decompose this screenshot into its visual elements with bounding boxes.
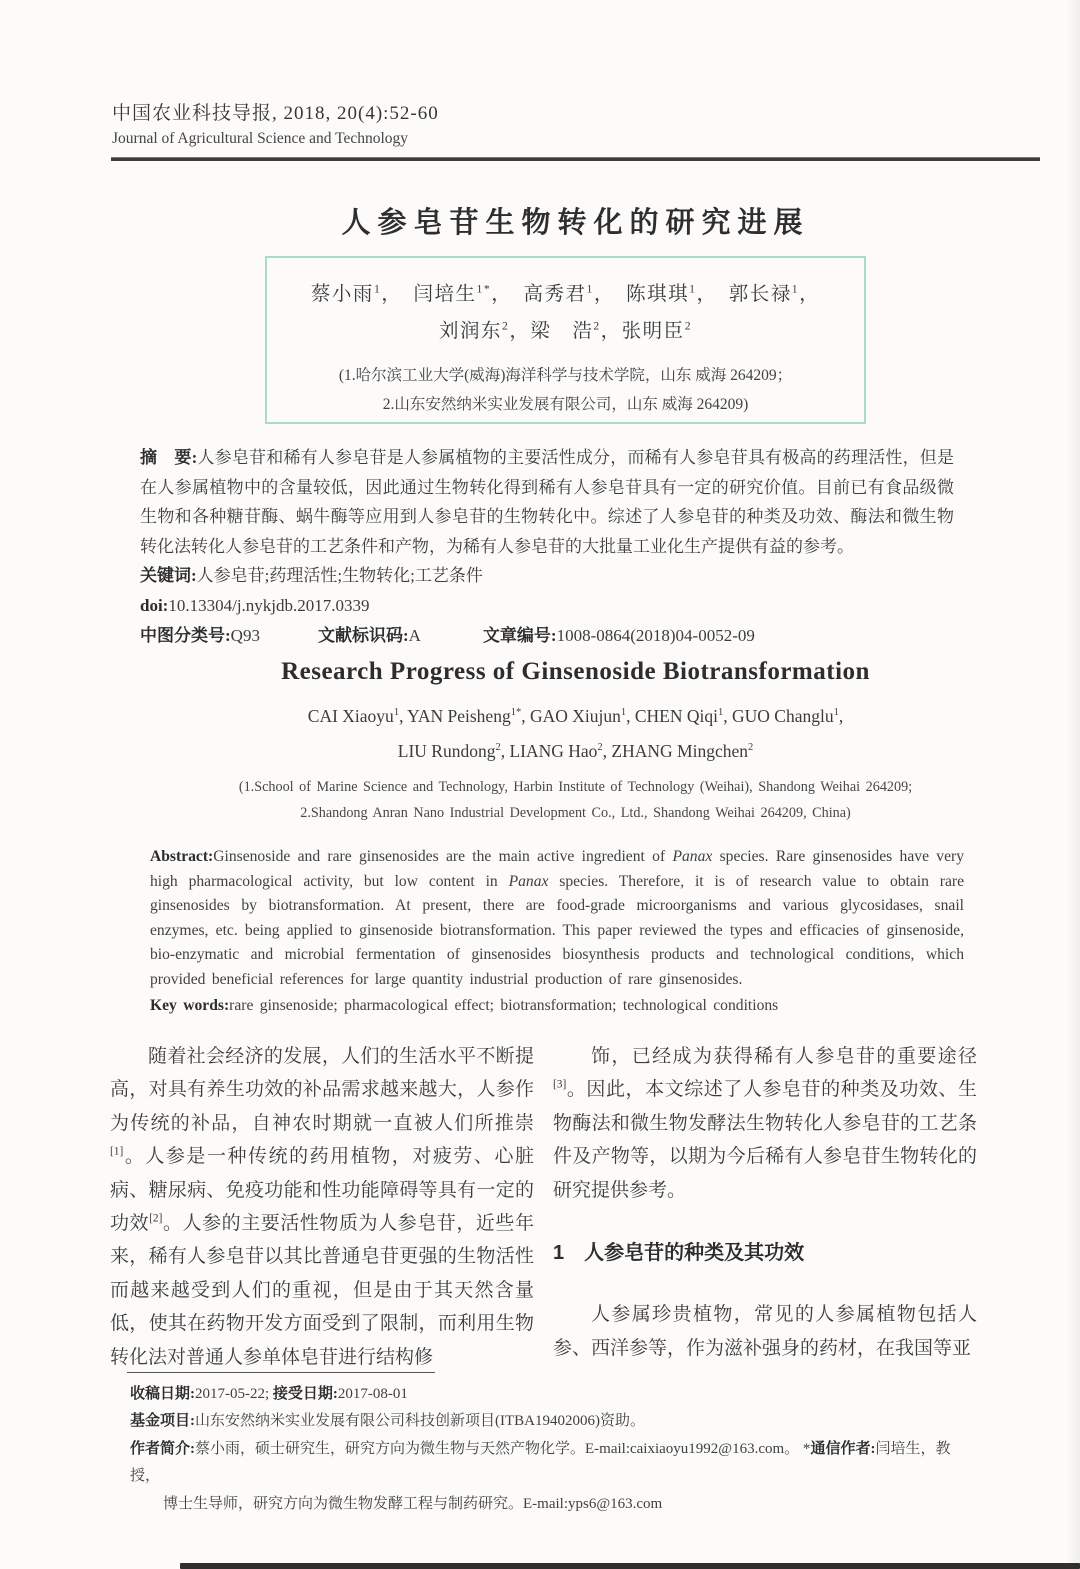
header-rule: [111, 157, 1040, 161]
article-title-cn: 人参皂苷生物转化的研究进展: [341, 207, 810, 239]
footnotes-block: [130, 1381, 970, 1518]
footnote-separator: [127, 1372, 435, 1373]
right-column: [553, 1040, 977, 1365]
classification-row: [140, 621, 954, 651]
section-1-heading: 1 人参皂苷的种类及其功效: [553, 1242, 805, 1265]
authors-en-line1: CAI Xiaoyu$^1$, YAN Peisheng$^{1*}$, GAO Xiujun$^1$, CHEN Qiqi$^1$, GUO Changlu$^1$,: [307, 706, 844, 726]
intro-paragraph-right: 饰，已经成为获得稀有人参皂苷的重要途径[3]。因此，本文综述了人参皂苷的种类及功效、生物酶法和微生物发酵法生物转化人参皂苷的工艺条件及产物等，以期为今后稀有人参皂苷生物转化的研究提供参考。: [553, 1046, 977, 1201]
left-column: [110, 1040, 534, 1374]
abstract-en-block: [150, 845, 964, 1018]
article-id: 文章编号:1008-0864(2018)04-0052-09: [482, 625, 755, 645]
affiliation-en-1: (1.School of Marine Science and Technology, Harbin Institute of Technology (Weihai), Shandong Weihai 264209;: [238, 779, 913, 795]
authors-cn-line2: 刘润东$^2$，梁 浩$^2$，张明臣$^2$: [438, 319, 693, 342]
authors-en-line2: LIU Rundong$^2$, LIANG Hao$^2$, ZHANG Mingchen$^2$: [397, 741, 754, 761]
abstract-en: Abstract:Ginsenoside and rare ginsenosides are the main active ingredient of Panax species. Rare ginsenosides have very high pharmacological activity, but low content in Panax species. Therefore, it is of research value to obtain rare ginsenosides by biotransformation. At present, there are food-grade microorganisms and various glycosidases, snail enzymes, etc. being applied to ginsenoside biotransformation. This paper reviewed the types and efficacies of ginsenoside, bio-enzymatic and microbial fermentation of ginsenosides biosynthesis products and technological conditions, which provided beneficial references for large quantity industrial production of rare ginsenosides.: [150, 848, 965, 988]
section-1-paragraph: 人参属珍贵植物，常见的人参属植物包括人参、西洋参等，作为滋补强身的药材，在我国等亚: [553, 1304, 977, 1359]
authors-box: [265, 256, 866, 424]
intro-paragraph-left: 随着社会经济的发展，人们的生活水平不断提高，对具有养生功效的补品需求越来越大，人参作为传统的补品，自神农时期就一直被人们所推崇[1]。人参是一种传统的药用植物，对疲劳、心脏病、糖尿病、免疫功能和性功能障碍等具有一定的功效[2]。人参的主要活性物质为人参皂苷，近些年来，稀有人参皂苷以其比普通皂苷更强的生物活性而越来越受到人们的重视，但是由于其天然含量低，使其在药物开发方面受到了限制，而利用生物转化法对普通人参单体皂苷进行结构修: [110, 1046, 534, 1368]
keywords-cn: 关键词:人参皂苷;药理活性;生物转化;工艺条件: [140, 566, 483, 586]
affiliation-cn-2: 2.山东安然纳米实业发展有限公司，山东 威海 264209): [382, 396, 749, 413]
keywords-en: Key words:rare ginsenoside; pharmacological effect; biotransformation; technological conditions: [150, 996, 779, 1014]
affiliation-cn-1: (1.哈尔滨工业大学(威海)海洋科学与技术学院，山东 威海 264209；: [338, 367, 793, 384]
document-code: 文献标识码:A: [317, 625, 421, 645]
affiliation-en-2: 2.Shandong Anran Nano Industrial Development Co., Ltd., Shandong Weihai 264209, China): [300, 805, 851, 821]
scan-bottom-edge: [180, 1563, 1080, 1569]
footnote-funding: 基金项目:山东安然纳米实业发展有限公司科技创新项目(ITBA19402006)资助。: [130, 1413, 645, 1430]
doi-line: doi:10.13304/j.nykjdb.2017.0339: [140, 595, 370, 615]
clc-number: 中图分类号:Q93: [140, 625, 260, 645]
scan-edge-shadow: [1066, 0, 1080, 1569]
abstract-cn: 摘 要:人参皂苷和稀有人参皂苷是人参属植物的主要活性成分，而稀有人参皂苷具有极高的药理活性，但是在人参属植物中的含量较低，因此通过生物转化得到稀有人参皂苷具有一定的研究价值。目前已有食品级微生物和各种糖苷酶、蜗牛酶等应用到人参皂苷的生物转化中。综述了人参皂苷的种类及功效、酶法和微生物转化法转化人参皂苷的工艺条件和产物，为稀有人参皂苷的大批量工业化生产提供有益的参考。: [140, 448, 954, 556]
authors-cn-line1: 蔡小雨$^1$， 闫培生$^{1*}$， 高秀君$^1$， 陈琪琪$^1$， 郭长禄$^1$，: [310, 282, 821, 305]
article-title-en: Research Progress of Ginsenoside Biotransformation: [281, 658, 870, 685]
footnote-author-bio-cont: 博士生导师，研究方向为微生物发酵工程与制药研究。E-mail:yps6@163.com: [163, 1495, 663, 1512]
journal-header: [112, 98, 439, 148]
english-header-block: [111, 658, 1040, 822]
chinese-meta-block: [140, 443, 954, 650]
footnote-dates: 收稿日期:2017-05-22; 接受日期:2017-08-01: [130, 1386, 408, 1402]
journal-name-en: Journal of Agricultural Science and Technology: [112, 130, 409, 147]
footnote-author-bio: 作者简介:蔡小雨，硕士研究生，研究方向为微生物与天然产物化学。E-mail:caixiaoyu1992@163.com。 *通信作者:闫培生，教授，: [130, 1440, 951, 1485]
journal-citation-cn: 中国农业科技导报, 2018, 20(4):52-60: [112, 103, 439, 124]
